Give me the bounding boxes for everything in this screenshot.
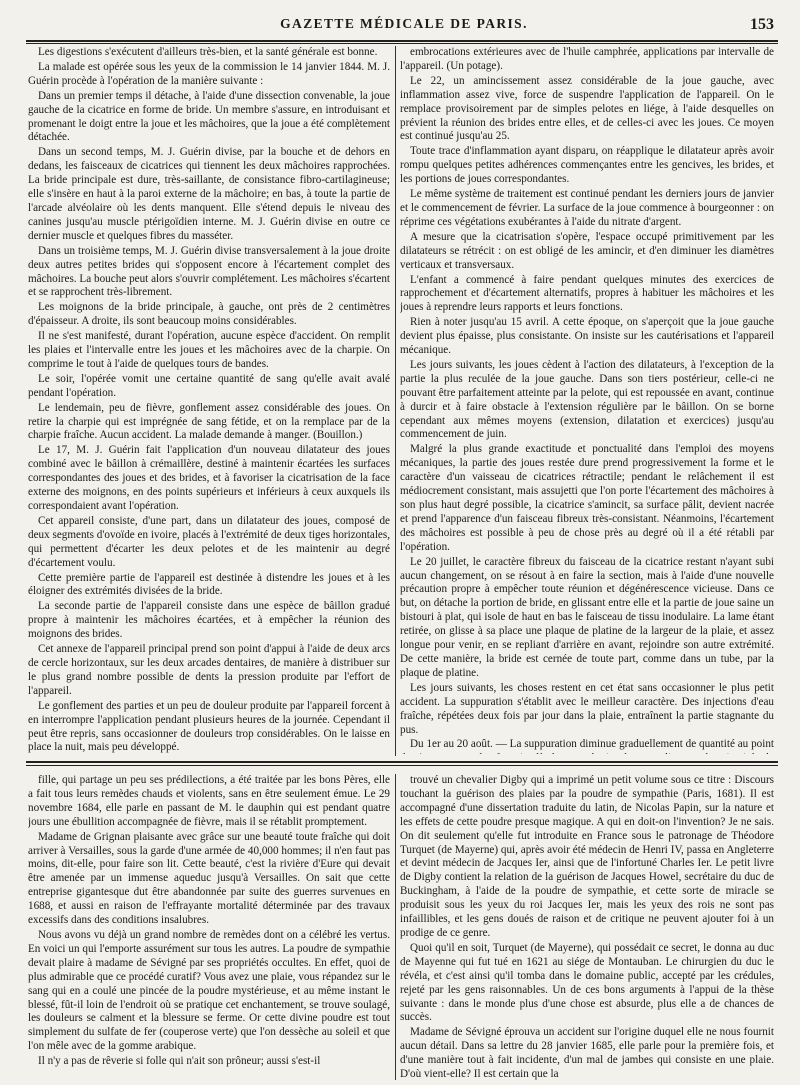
column-lower-left xyxy=(28,774,390,1080)
paragraph: Cet appareil consiste, d'une part, dans un dilatateur des joues, composé de deux segments d'ovoïde en ivoire, placés à l'extrémité de deux tiges horizontales, qui permettent d'écarter les deux pelotes et de les maintenir au degré d'écartement voulu. xyxy=(28,514,390,569)
paragraph: La malade est opérée sous les yeux de la commission le 14 janvier 1844. M. J. Guérin procède à l'opération de la manière suivante : xyxy=(28,60,390,87)
paragraph: Dans un premier temps il détache, à l'aide d'une dissection convenable, la joue gauche de la cicatrice en forme de bride. Un membre s'assure, en introduisant et promenant le doigt entre la joue et les mâchoires, que la joue a été complètement détachée. xyxy=(28,89,390,144)
paragraph: embrocations extérieures avec de l'huile camphrée, applications par intervalle de l'appareil. (Un potage). xyxy=(400,46,774,72)
paragraph: Du 1er au 20 août. — La suppuration diminue graduellement de quantité au point xyxy=(410,738,774,751)
paragraph: Madame de Grignan plaisante avec grâce sur une beauté toute fraîche qui doit arriver à Versailles, sous la garde d'une armée de 40,000 hommes; il n'en faut pas moins, dit-elle, pour faire son lit. Cette beauté, c'est la rivière d'Eure qui devait être amenée par un immense aqueduc jusqu'à Versailles. On sait que cette entreprise gigantesque dut être abandonnée par suite des guerres survenues en 1688, et aussi en raison de l'effrayante mortalité déterminée par des travaux excessifs dans des conditions insalubres. xyxy=(28,830,390,927)
paragraph: L'enfant a commencé à faire pendant quelques minutes des exercices de rapprochement et d'écartement alternatifs, propres à habituer les mâchoires et les joues à reprendre leurs rapports et leurs fonctions. xyxy=(400,273,774,314)
paragraph: fille, qui partage un peu ses prédilections, a été traitée par les bons Pères, elle a fait tous leurs remèdes chauds et violents, sans en être seulement émue. Le 29 novembre 1684, elle parle en passant de M. le dauphin qui est pendant quatre jours une ébullition accompagnée de fièvre, mais il se rétablit promptement. xyxy=(28,774,390,828)
paragraph: Les digestions s'exécutent d'ailleurs très-bien, et la santé générale est bonne. xyxy=(38,46,378,58)
column-upper-right xyxy=(400,46,774,754)
paragraph: Le lendemain, peu de fièvre, gonflement assez considérable des joues. On retire la charpie qui est imprégnée de sang fétide, et on la remplace par de la charpie fraîche. Aucun accident. La malade demande à manger. (Bouillon.) xyxy=(28,401,390,442)
paragraph: Quoi qu'il en soit, Turquet (de Mayerne), qui possédait ce secret, le donna au duc de Mayenne qui fut tué en 1621 au siége de Montauban. Le chirurgien du duc le révéla, et c'est ainsi qu'il tomba dans le domaine public, accepté par les crédules, rejeté par les gens raisonnables. Un de ces bons arguments à l'appui de la thèse suivante : dans le monde plus d'une chose est absurde, plus elle a de chances de succès. xyxy=(400,941,774,1024)
column-lower-right xyxy=(400,774,774,1080)
header-rule xyxy=(26,40,778,42)
paragraph: Le 22, un amincissement assez considérable de la joue gauche, avec inflammation assez vive, force de suspendre l'application de l'appareil. On le remplace provisoirement par de simples pelotes en liége, à l'aide desquelles on prévient la réunion des brides entre elles, et de celles-ci avec les joues. Ce moyen est continué jusqu'au 25. xyxy=(400,74,774,143)
paragraph: Le soir, l'opérée vomit une certaine quantité de sang qu'elle avait avalé pendant l'opération. xyxy=(28,372,390,399)
paragraph: Les moignons de la bride principale, à gauche, ont près de 2 centimètres d'épaisseur. A droite, ils sont beaucoup moins considérables. xyxy=(28,301,390,328)
paragraph: Rien à noter jusqu'au 15 avril. A cette époque, on s'aperçoit que la joue gauche devient plus épaisse, plus consistante. On insiste sur les cautérisations et l'appareil mécanique. xyxy=(400,316,774,357)
paragraph: Il ne s'est manifesté, durant l'opération, aucune espèce d'accident. On remplit les plaies et l'intervalle entre les joues et les mâchoires avec de la charpie. On comprime le tout à l'aide de quelques tours de bandes. xyxy=(28,330,390,370)
column-upper-left xyxy=(28,46,390,754)
paragraph: Il n'y a pas de rêverie si folle qui n'ait son prôneur; aussi s'est-il xyxy=(38,1055,321,1068)
paragraph: Malgré la plus grande exactitude et ponctualité dans l'emploi des moyens mécaniques, la partie des joues restée dure prend progressivement la forme et le caractère d'un vaisseau de cicatrices rétractile; pendant le relâchement il est médiocrement consistant, mais assujetti que l'on porte l'écartement des mâchoires à son plus haut degré possible, la cicatrice s'amincit, sa surface pâlit, devient nacrée et prend l'apparence d'un faisceau fibreux très-consistant. Néanmoins, l'écartement des mâchoires est possible à peu de chose près au degré où il a été rétabli par l'opération. xyxy=(400,443,774,553)
page-header xyxy=(30,16,778,38)
paragraph: Dans un second temps, M. J. Guérin divise, par la bouche et de dehors en dedans, les faisceaux de cicatrices qui tiennent les deux mâchoires rapprochées. La bride principale est dure, très-saillante, de consistance fibro-cartilagineuse; elle s'insère en haut à la paroi externe de la mâchoire; en bas, à toute la partie de l'arcade alvéolaire où les dents manquent. Elle s'étend depuis le niveau des canines jusqu'au muscle ptérigoïdien interne. M. J. Guérin divise en outre ce dernier muscle et quelques fibres du masséter. xyxy=(28,146,390,242)
paragraph: Cet annexe de l'appareil principal prend son point d'appui à l'aide de deux arcs de cercle horizontaux, sur les deux arcades dentaires, de manière à distribuer sur le plus grand nombre possible de dents la pression produite par l'effort de l'appareil. xyxy=(28,643,390,697)
paragraph: Nous avons vu déjà un grand nombre de remèdes dont on a célébré les vertus. En voici un qui l'emporte assurément sur tous les autres. La poudre de sympathie devait plaire à madame de Sévigné par ses propriétés occultes. En effet, quoi de plus admirable que ce procédé curatif? Vous avez une plaie, vous répandez sur le sang qui en a coulé une pincée de la poudre mystérieuse, et au même instant le blessé, fût-il loin de l'endroit où se pratique cet enchantement, se trouve soulagé, les douleurs se calment et la blessure se ferme. Or cette divine poudre est tout simplement du sulfate de fer (couperose verte) que l'on dessèche au soleil et que l'on mêle avec de la gomme arabique. xyxy=(28,928,390,1053)
paragraph: Madame de Sévigné éprouva un accident sur l'origine duquel elle ne nous fournit aucun détail. Dans sa lettre du 28 janvier 1685, elle parle pour la première fois, et d'une manière tout à fait incidente, d'un mal de jambes qui consiste en une plaie. D'où vient-elle? Il est certain que la xyxy=(400,1026,774,1080)
paragraph: Le gonflement des parties et un peu de douleur produite par l'appareil forcent à en interrompre l'application pendant plusieurs heures de la journée. Cependant il peut être repris, sans occasionner de douleurs trop considérables. On le laisse en place la nuit, mais peu développé. xyxy=(28,699,390,754)
paragraph: Les jours suivants, les joues cèdent à l'action des dilatateurs, à l'exception de la partie la plus reculée de la joue gauche. Dans son tiers postérieur, celle-ci ne pouvant être parfaitement atteinte par la pelote, qui est repoussée en avant, continue à durcir et à faire obstacle à l'extension régulière par le bâillon. On se borne cependant aux mêmes moyens (extension, dilatation et exercices) jusqu'au commencement de juin. xyxy=(400,358,774,441)
column-divider-upper xyxy=(395,46,396,756)
paragraph: Dans un troisième temps, M. J. Guérin divise transversalement à la joue droite deux autres petites brides qui s'opposent encore à l'écartement complet des mâchoires. La bouche peut alors s'ouvrir complétement. Les mâchoires s'écartent et se rapprochent très-librement. xyxy=(28,244,390,299)
paragraph: trouvé un chevalier Digby qui a imprimé un petit volume sous ce titre : Discours touchant la guérison des plaies par la poudre de sympathie (Paris, 1681). Il est accompagné d'une dissertation traduite du latin, de Nicolas Papin, sur la nature et les effets de cette poudre presque magique. A qui en doit-on l'invention? Je ne sais. On dit seulement qu'elle fut introduite en France sous le patronage de Théodore Turquet (de Mayerne) qui, après avoir été médecin de Henri IV, passa en Angleterre et devint médecin de Jacques Ier, ainsi que de l'infortuné Charles Ier. Le petit livre de Digby contient la relation de la guérison de Jacques Howel, secrétaire du duc de Buckingham, à l'aide de la poudre de sympathie, et cette sorte de miracle se produisit sous les yeux du roi Jacques Ier, mais les yeux des rois ne sont pas infaillibles, et les gens doués de raison et de critique ne peuvent ajouter foi à un prodige de ce genre. xyxy=(400,774,774,939)
section-separator-thin xyxy=(26,765,778,766)
header-rule-thin xyxy=(26,43,778,44)
paragraph: Le 20 juillet, le caractère fibreux du faisceau de la cicatrice restant n'ayant subi aucun changement, on se résout à en faire la section, mais à l'aide d'une nouvelle précaution propre à empêcher toute réunion et dégénérescence vicieuse. Dans ce but, on détache la portion de bride, en glissant entre elle et la partie de joue saine un bistouri à plat, qui isole de haut en bas le faisceau de tissu inodulaire. La lame étant retirée, on glisse à sa place une plaque de platine de la largeur de la plaie, et assez longue pour venir, en se repliant d'arrière en avant, rejoindre son autre extrémité. De cette manière, la bride est cernée de toute part, comme dans un tube, par la plaque de platine. xyxy=(400,555,774,679)
paragraph: A mesure que la cicatrisation s'opère, l'espace occupé primitivement par les dilatateurs se rétrécit : on est obligé de les amincir, et d'en diminuer les diamètres verticaux et transversaux. xyxy=(400,230,774,271)
paragraph: Les jours suivants, les choses restent en cet état sans occasionner le plus petit accident. La suppuration s'établit avec le meilleur caractère. Des injections d'eau fraîche, répétées deux fois par jour dans la plaie, entraînent la partie stagnante du pus. xyxy=(400,681,774,736)
page-number: 153 xyxy=(750,16,774,33)
paragraph: Le même système de traitement est continué pendant les derniers jours de janvier et le commencement de février. La surface de la joue commence à bourgeonner : on réprime ces végétations exubérantes à l'aide du nitrate d'argent. xyxy=(400,188,774,228)
section-separator xyxy=(26,761,778,763)
journal-title: GAZETTE MÉDICALE DE PARIS. xyxy=(280,16,528,31)
column-divider-lower xyxy=(395,774,396,1080)
paragraph: La seconde partie de l'appareil consiste dans une espèce de bâillon gradué propre à maintenir les mâchoires écartées, et à empêcher la réunion des moignons des brides. xyxy=(28,600,390,641)
paragraph: Cette première partie de l'appareil est destinée à distendre les joues et à les éloigner des extrémités divisées de la bride. xyxy=(28,571,390,598)
paragraph: Le 17, M. J. Guérin fait l'application d'un nouveau dilatateur des joues combiné avec le bâillon à crémaillère, destiné à maintenir écartées les surfaces correspondantes des joues et des brides, et à favoriser la cicatrisation de la face externe des moignons, en des points supérieurs et inférieurs à ceux auxquels ils correspondaient avant l'opération. xyxy=(28,444,390,512)
paragraph: Toute trace d'inflammation ayant disparu, on réapplique le dilatateur après avoir rompu quelques petites adhérences commençantes entre les gencives, les brides, et les portions de joues correspondantes. xyxy=(400,145,774,186)
